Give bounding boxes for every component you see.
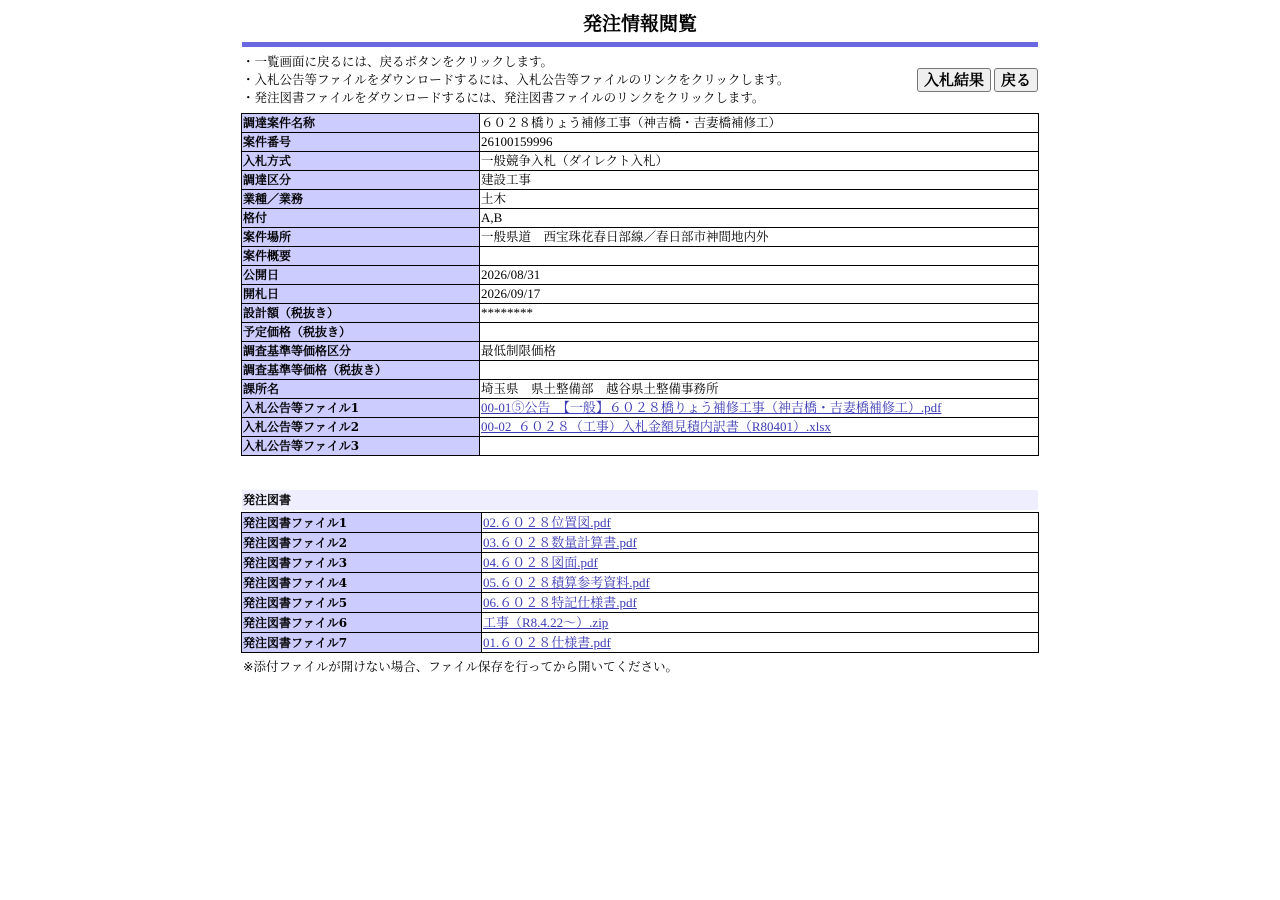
table-row <box>242 152 1039 171</box>
row-value: 一般県道 西宝珠花春日部線／春日部市神間地内外 <box>480 228 1039 247</box>
table-row <box>242 171 1039 190</box>
row-label: 発注図書ファイル6 <box>242 613 482 633</box>
instruction-item: ・一覧画面に戻るには、戻るボタンをクリックします。 <box>242 54 554 69</box>
row-label: 入札公告等ファイル3 <box>242 437 480 456</box>
table-row <box>242 533 1039 553</box>
table-row <box>242 361 1039 380</box>
table-row <box>242 380 1039 399</box>
row-label: 格付 <box>242 209 480 228</box>
row-value <box>480 323 1039 342</box>
row-label: 案件概要 <box>242 247 480 266</box>
table-row <box>242 593 1039 613</box>
instruction-item: ・発注図書ファイルをダウンロードするには、発注図書ファイルのリンクをクリックします。 <box>242 90 765 105</box>
file-link[interactable]: 00-01⑤公告 【一般】６０２８橋りょう補修工事（神吉橋・吉妻橋補修工）.pdf <box>481 400 942 415</box>
row-value <box>482 553 1039 573</box>
row-label: 入札方式 <box>242 152 480 171</box>
table-row <box>242 437 1039 456</box>
row-value: A,B <box>480 209 1039 228</box>
row-value <box>480 247 1039 266</box>
row-value <box>482 633 1039 653</box>
file-link[interactable]: 00-02_６０２８（工事）入札金額見積内訳書（R80401）.xlsx <box>481 419 831 434</box>
instructions-area <box>242 53 1038 113</box>
file-link[interactable]: 03.６０２８数量計算書.pdf <box>483 534 637 550</box>
row-label: 入札公告等ファイル1 <box>242 399 480 418</box>
info-table <box>241 113 1039 456</box>
row-label: 調達区分 <box>242 171 480 190</box>
table-row <box>242 342 1039 361</box>
file-link[interactable]: 02.６０２８位置図.pdf <box>483 514 611 530</box>
table-row <box>242 247 1039 266</box>
table-row <box>242 114 1039 133</box>
row-value <box>482 533 1039 553</box>
row-label: 業種／業務 <box>242 190 480 209</box>
section-spacer <box>242 456 1038 490</box>
table-row <box>242 228 1039 247</box>
file-link[interactable]: 01.６０２８仕様書.pdf <box>483 634 611 650</box>
table-row <box>242 633 1039 653</box>
row-value <box>480 437 1039 456</box>
instruction-item: ・入札公告等ファイルをダウンロードするには、入札公告等ファイルのリンクをクリックします。 <box>242 72 790 87</box>
row-label: 発注図書ファイル5 <box>242 593 482 613</box>
row-value <box>482 573 1039 593</box>
row-label: 公開日 <box>242 266 480 285</box>
page-title: 発注情報閲覧 <box>582 13 697 35</box>
row-label: 案件場所 <box>242 228 480 247</box>
table-row <box>242 133 1039 152</box>
table-row <box>242 418 1039 437</box>
row-label: 調達案件名称 <box>242 114 480 133</box>
table-row <box>242 399 1039 418</box>
button-group <box>917 68 1038 92</box>
table-row <box>242 573 1039 593</box>
row-value: 2026/08/31 <box>480 266 1039 285</box>
footnote: ※添付ファイルが開けない場合、ファイル保存を行ってから開いてください。 <box>243 659 678 674</box>
file-link[interactable]: 工事（R8.4.22～）.zip <box>483 614 609 630</box>
row-value <box>482 613 1039 633</box>
docs-table <box>241 512 1039 653</box>
page-container <box>242 0 1038 675</box>
table-row <box>242 613 1039 633</box>
row-value: 建設工事 <box>480 171 1039 190</box>
file-link[interactable]: 04.６０２８図面.pdf <box>483 554 598 570</box>
row-label: 課所名 <box>242 380 480 399</box>
docs-section-header: 発注図書 <box>242 490 1038 510</box>
row-value: 一般競争入札（ダイレクト入札） <box>480 152 1039 171</box>
row-value: ******** <box>480 304 1039 323</box>
row-label: 入札公告等ファイル2 <box>242 418 480 437</box>
back-button[interactable]: 戻る <box>994 68 1038 92</box>
title-rule <box>242 42 1038 47</box>
table-row <box>242 209 1039 228</box>
row-value <box>480 361 1039 380</box>
row-label: 発注図書ファイル7 <box>242 633 482 653</box>
bid-result-button[interactable]: 入札結果 <box>917 68 991 92</box>
row-label: 調査基準等価格区分 <box>242 342 480 361</box>
row-value: 26100159996 <box>480 133 1039 152</box>
row-value: 土木 <box>480 190 1039 209</box>
file-link[interactable]: 06.６０２８特記仕様書.pdf <box>483 594 637 610</box>
row-value: ６０２８橋りょう補修工事（神吉橋・吉妻橋補修工） <box>480 114 1039 133</box>
table-row <box>242 190 1039 209</box>
row-label: 案件番号 <box>242 133 480 152</box>
table-row <box>242 323 1039 342</box>
row-value <box>480 399 1039 418</box>
table-row <box>242 285 1039 304</box>
row-label: 開札日 <box>242 285 480 304</box>
table-row <box>242 553 1039 573</box>
row-label: 発注図書ファイル4 <box>242 573 482 593</box>
row-value: 2026/09/17 <box>480 285 1039 304</box>
row-value <box>482 593 1039 613</box>
row-label: 設計額（税抜き） <box>242 304 480 323</box>
row-value: 埼玉県 県土整備部 越谷県土整備事務所 <box>480 380 1039 399</box>
row-label: 予定価格（税抜き） <box>242 323 480 342</box>
table-row <box>242 266 1039 285</box>
row-value <box>482 513 1039 533</box>
row-label: 発注図書ファイル1 <box>242 513 482 533</box>
row-value <box>480 418 1039 437</box>
table-row <box>242 304 1039 323</box>
row-label: 発注図書ファイル3 <box>242 553 482 573</box>
table-row <box>242 513 1039 533</box>
file-link[interactable]: 05.６０２８積算参考資料.pdf <box>483 574 650 590</box>
row-label: 発注図書ファイル2 <box>242 533 482 553</box>
row-label: 調査基準等価格（税抜き） <box>242 361 480 380</box>
row-value: 最低制限価格 <box>480 342 1039 361</box>
